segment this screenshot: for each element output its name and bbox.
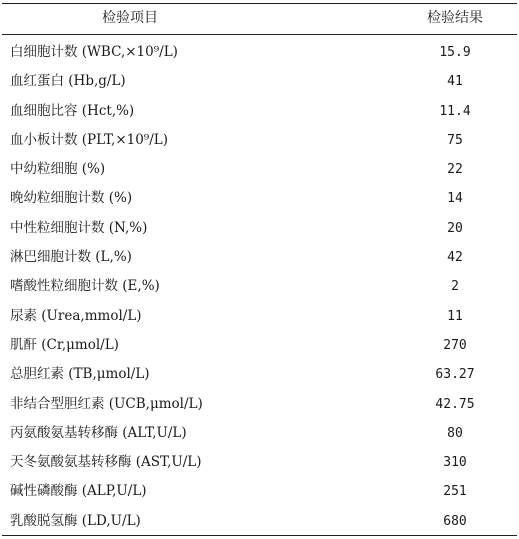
table-row [0,97,519,126]
table-row [0,155,519,184]
table-body [0,38,519,536]
table-row [0,477,519,506]
table-row [0,38,519,67]
header-result: 检验结果 [427,10,483,26]
row-item: 碱性磷酸酶 (ALP,U/L) [10,483,147,500]
row-result: 251 [443,484,467,500]
row-result: 310 [443,455,467,471]
row-result: 42.75 [435,396,475,412]
row-item: 中幼粒细胞 (%) [10,161,106,178]
row-result: 75 [447,132,463,148]
row-result: 2 [451,279,459,295]
row-result: 14 [447,191,463,207]
table-header-row [0,3,519,34]
row-result: 80 [447,425,463,441]
row-item: 淋巴细胞计数 (L,%) [10,249,132,266]
row-item: 晚幼粒细胞计数 (%) [10,190,133,207]
header-item: 检验项目 [102,10,158,26]
row-item: 丙氨酸氨基转移酶 (ALT,U/L) [10,424,187,441]
row-result: 270 [443,337,467,353]
row-result: 11.4 [439,103,471,119]
row-result: 11 [447,308,463,324]
table-row [0,214,519,243]
row-result: 680 [443,513,467,529]
row-item: 总胆红素 (TB,μmol/L) [10,366,150,383]
row-item: 血细胞比容 (Hct,%) [10,102,135,119]
row-result: 15.9 [439,45,471,60]
row-result: 41 [447,74,463,90]
row-item: 白细胞计数 (WBC,×10⁹/L) [10,44,178,60]
row-result: 63.27 [435,367,475,383]
table-row [0,243,519,272]
table-row [0,419,519,448]
row-item: 乳酸脱氢酶 (LD,U/L) [10,512,141,529]
table-row [0,184,519,213]
row-item: 非结合型胆红素 (UCB,μmol/L) [10,395,203,412]
table-row [0,331,519,360]
table-row [0,272,519,301]
table-row [0,448,519,477]
table-row [0,67,519,96]
row-result: 20 [447,220,463,236]
row-item: 嗜酸性粒细胞计数 (E,%) [10,278,160,295]
row-result: 42 [447,250,463,266]
row-item: 中性粒细胞计数 (N,%) [10,219,148,236]
table-row [0,507,519,536]
table-row [0,390,519,419]
table-row [0,360,519,389]
row-item: 天冬氨酸氨基转移酶 (AST,U/L) [10,454,202,471]
table-bottom-rule [2,535,517,536]
row-item: 肌酐 (Cr,μmol/L) [10,336,119,353]
table-header-rule [2,34,517,35]
table-row [0,126,519,155]
row-result: 22 [447,162,463,178]
row-item: 尿素 (Urea,mmol/L) [10,307,142,324]
row-item: 血小板计数 (PLT,×10⁹/L) [10,131,168,148]
row-item: 血红蛋白 (Hb,g/L) [10,73,126,90]
table-row [0,302,519,331]
